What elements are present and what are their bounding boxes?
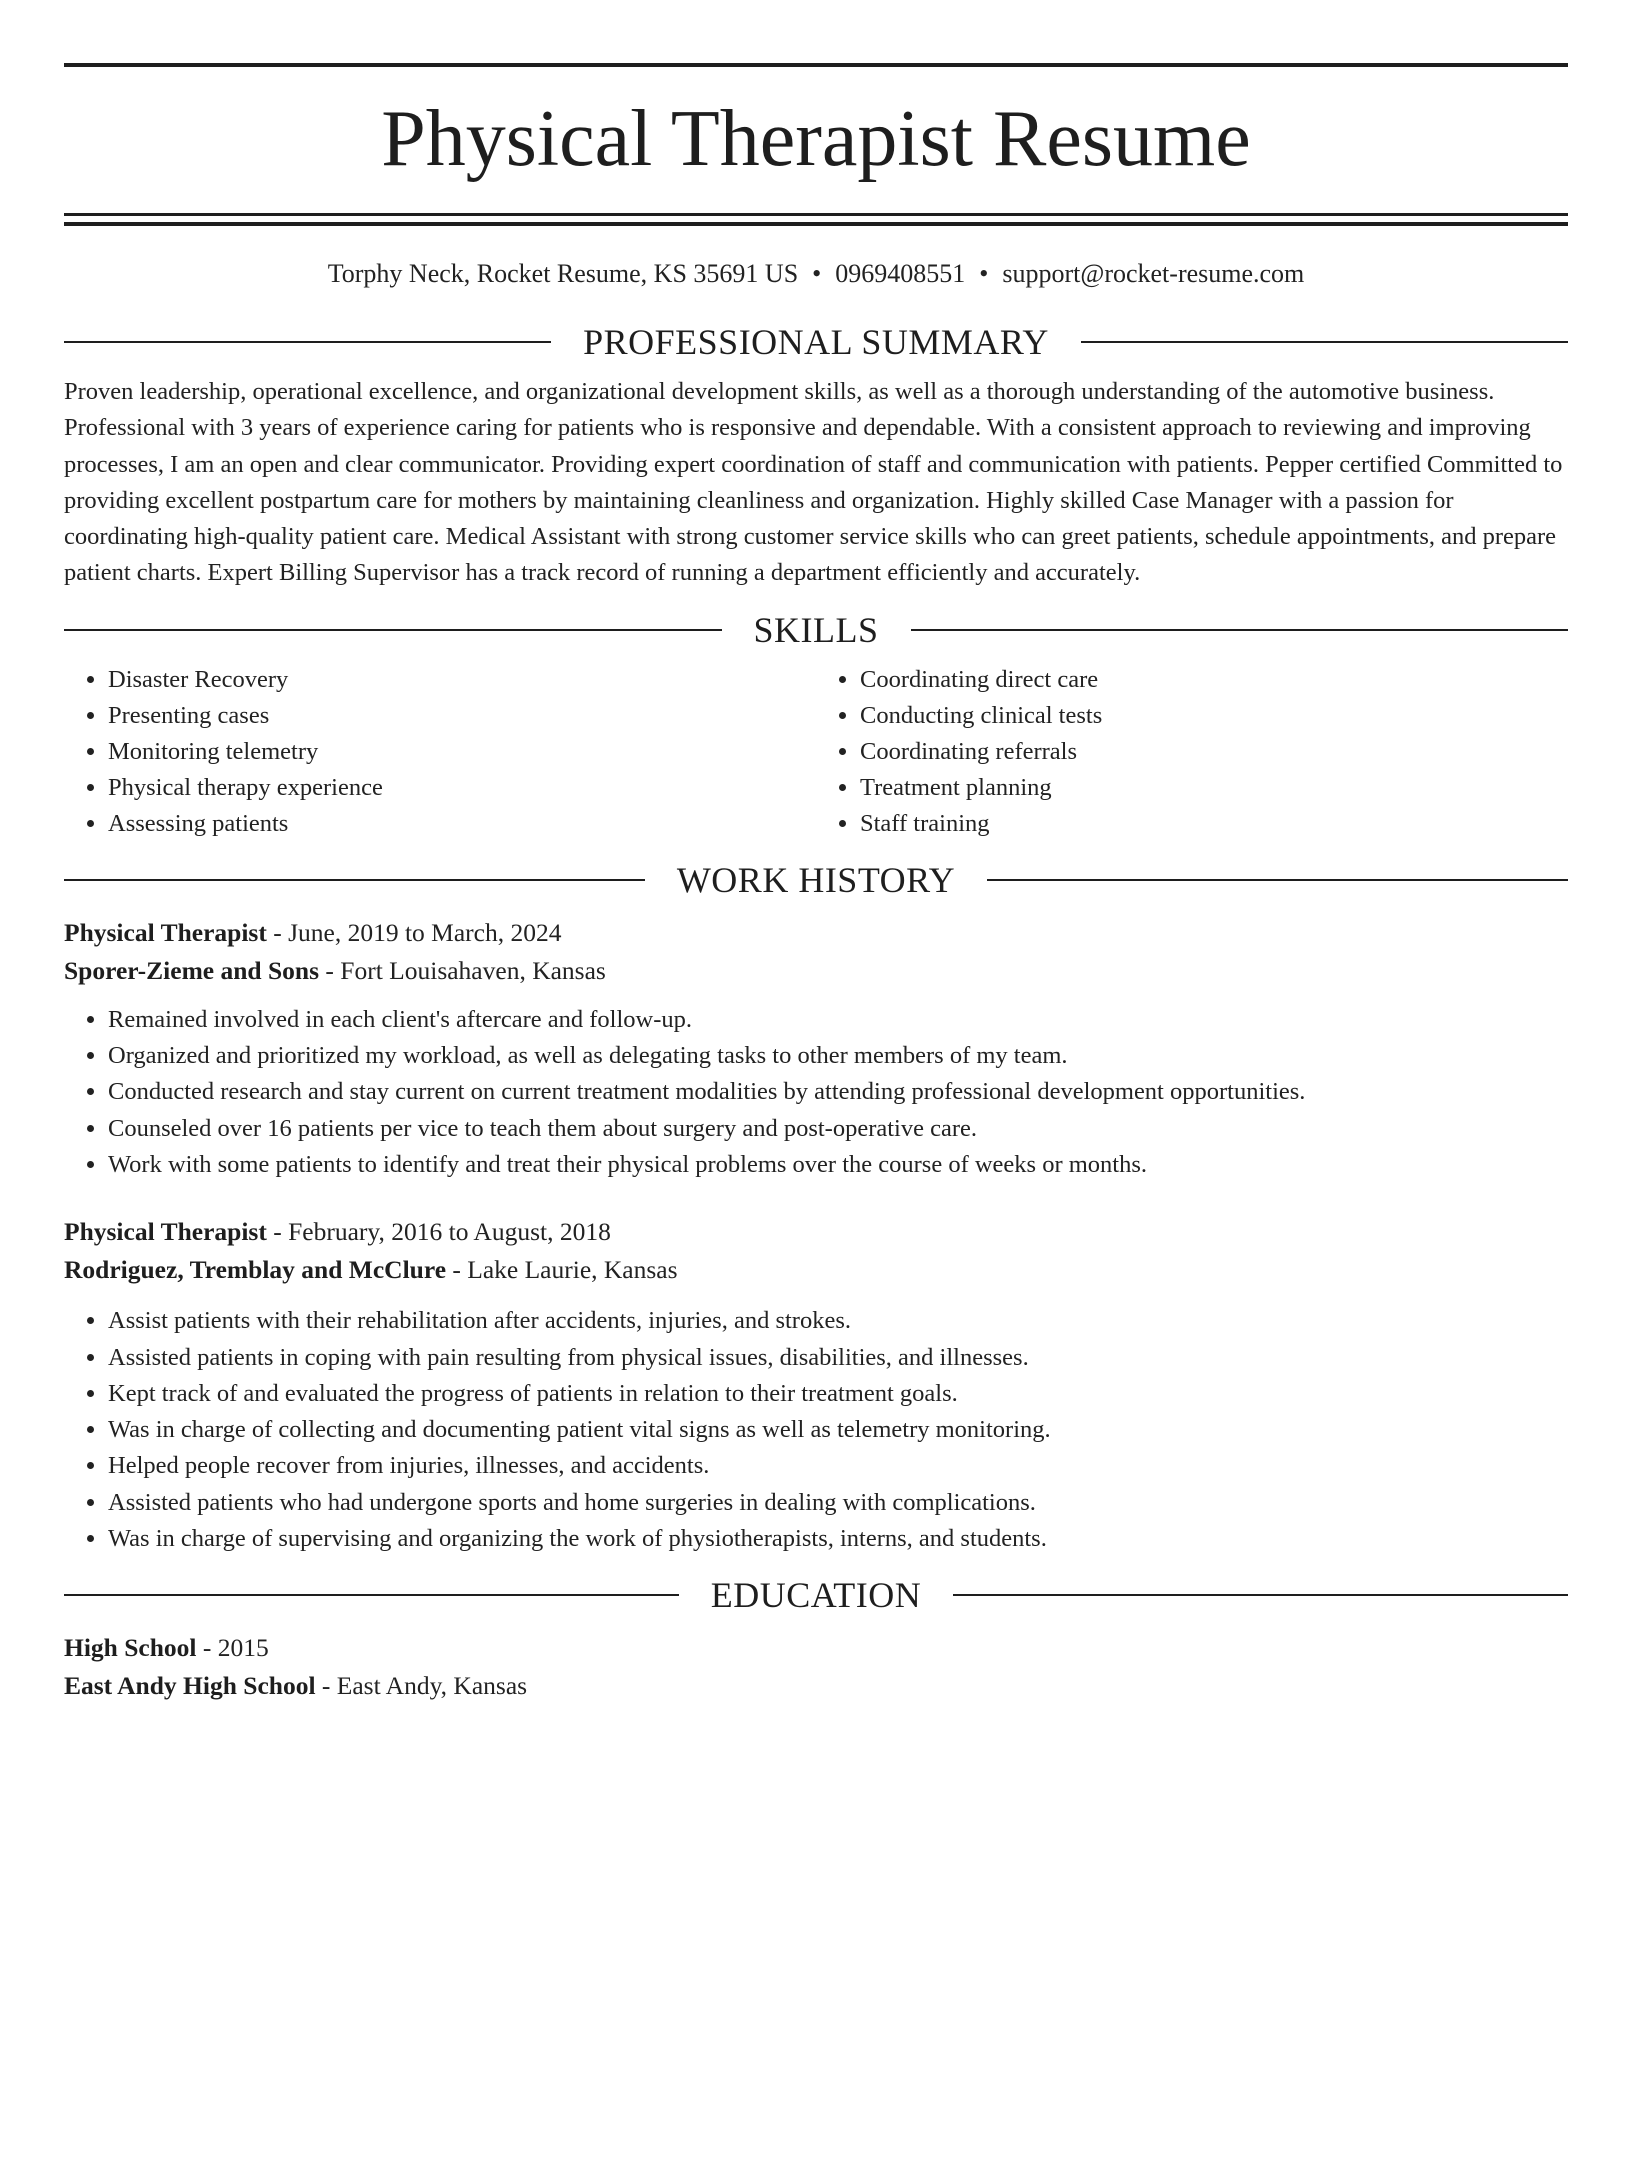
top-rule xyxy=(64,63,1568,67)
job-duties xyxy=(64,1002,1568,1183)
skill-item: • Physical therapy experience xyxy=(108,770,816,806)
job-dates: - June, 2019 to March, 2024 xyxy=(266,917,562,947)
summary-text: Proven leadership, operational excellence, and organizational development skills, as well as a thorough understanding of the automotive business. Professional with 3 years of experience caring for patients who is responsive and dependable. With a consistent approach to reviewing and improving processes, I am an open and clear communicator. Providing expert coordination of staff and communication with patients. Pepper certified Committed to providing excellent postpartum care for mothers by maintaining cleanliness and organization. Highly skilled Case Manager with a passion for coordinating high-quality patient care. Medical Assistant with strong customer service skills who can greet patients, schedule appointments, and prepare patient charts. Expert Billing Supervisor has a track record of running a department efficiently and accurately. xyxy=(64,378,1563,587)
job-duty: • Was in charge of collecting and documenting patient vital signs as well as telemetry monitoring. xyxy=(108,1412,1568,1448)
skills-column-left xyxy=(64,662,816,842)
job-duty: • Was in charge of supervising and organizing the work of physiotherapists, interns, and students. xyxy=(108,1521,1568,1557)
job-location: - Lake Laurie, Kansas xyxy=(446,1255,678,1285)
job-title: Physical Therapist xyxy=(64,917,267,947)
education-school-line xyxy=(64,1667,1568,1705)
job-title-line xyxy=(64,914,1568,952)
job-duties xyxy=(64,1303,1568,1557)
job-company: Rodriguez, Tremblay and McClure xyxy=(64,1255,447,1285)
job-entry xyxy=(64,914,1568,1183)
education-location: - East Andy, Kansas xyxy=(315,1671,528,1701)
job-duty: • Kept track of and evaluated the progress of patients in relation to their treatment goals. xyxy=(108,1376,1568,1412)
contact-email: support@rocket-resume.com xyxy=(1002,259,1305,288)
education-school: East Andy High School xyxy=(64,1671,316,1701)
skills-list xyxy=(64,662,1568,842)
section-heading-label: EDUCATION xyxy=(710,1575,922,1616)
skill-item: • Monitoring telemetry xyxy=(108,734,816,770)
heading-rule-right xyxy=(1081,341,1568,343)
skill-item: • Presenting cases xyxy=(108,698,816,734)
heading-rule-left xyxy=(64,341,551,343)
section-heading-label: PROFESSIONAL SUMMARY xyxy=(583,322,1049,362)
resume-page xyxy=(0,63,1632,2175)
heading-rule-right xyxy=(911,629,1569,631)
contact-address: Torphy Neck, Rocket Resume, KS 35691 US xyxy=(327,259,799,288)
section-heading-label: SKILLS xyxy=(753,609,879,650)
contact-separator: • xyxy=(812,259,822,288)
heading-rule-right xyxy=(953,1594,1568,1596)
job-title: Physical Therapist xyxy=(64,1217,267,1247)
education-year: - 2015 xyxy=(196,1633,269,1663)
job-duty: • Assisted patients in coping with pain resulting from physical issues, disabilities, and illnesses. xyxy=(108,1340,1568,1376)
skill-item: • Treatment planning xyxy=(860,770,1568,806)
heading-rule-left xyxy=(64,879,645,881)
heading-rule-left xyxy=(64,1594,679,1596)
skill-item: • Disaster Recovery xyxy=(108,662,816,698)
education-section-heading xyxy=(64,1573,1568,1617)
job-company-line xyxy=(64,1251,1568,1289)
job-duty: • Conducted research and stay current on current treatment modalities by attending professional development opportunities. xyxy=(108,1074,1568,1110)
skills-section-heading xyxy=(64,608,1568,652)
work-section-heading xyxy=(64,858,1568,902)
job-duty: • Helped people recover from injuries, illnesses, and accidents. xyxy=(108,1448,1568,1484)
job-company-line xyxy=(64,952,1568,990)
skill-item: • Staff training xyxy=(860,806,1568,842)
job-duty: • Organized and prioritized my workload, as well as delegating tasks to other members of my team. xyxy=(108,1038,1568,1074)
job-duty: • Counseled over 16 patients per vice to teach them about surgery and post-operative care. xyxy=(108,1111,1568,1147)
job-dates: - February, 2016 to August, 2018 xyxy=(266,1217,611,1247)
heading-rule-right xyxy=(987,879,1568,881)
section-heading-label: WORK HISTORY xyxy=(676,859,956,900)
contact-separator: • xyxy=(979,259,989,288)
job-duty: • Assisted patients who had undergone sports and home surgeries in dealing with complications. xyxy=(108,1485,1568,1521)
title-double-rule xyxy=(64,213,1568,226)
skills-column-right xyxy=(816,662,1568,842)
job-duty: • Remained involved in each client's aftercare and follow-up. xyxy=(108,1002,1568,1038)
education-degree-line xyxy=(64,1629,1568,1667)
page-title: Physical Therapist Resume xyxy=(381,95,1251,183)
skill-item: • Conducting clinical tests xyxy=(860,698,1568,734)
job-title-line xyxy=(64,1213,1568,1251)
contact-phone: 0969408551 xyxy=(835,259,966,288)
skill-item: • Coordinating referrals xyxy=(860,734,1568,770)
job-duty: • Work with some patients to identify and treat their physical problems over the course of weeks or months. xyxy=(108,1147,1568,1183)
skill-item: • Coordinating direct care xyxy=(860,662,1568,698)
job-location: - Fort Louisahaven, Kansas xyxy=(319,955,606,985)
job-duty: • Assist patients with their rehabilitation after accidents, injuries, and strokes. xyxy=(108,1303,1568,1339)
job-entry xyxy=(64,1213,1568,1557)
heading-rule-left xyxy=(64,629,722,631)
skill-item: • Assessing patients xyxy=(108,806,816,842)
summary-section-heading xyxy=(64,320,1568,364)
education-degree: High School xyxy=(64,1633,197,1663)
education-entry xyxy=(64,1629,1568,1705)
contact-line xyxy=(64,258,1568,290)
job-company: Sporer-Zieme and Sons xyxy=(64,955,320,985)
